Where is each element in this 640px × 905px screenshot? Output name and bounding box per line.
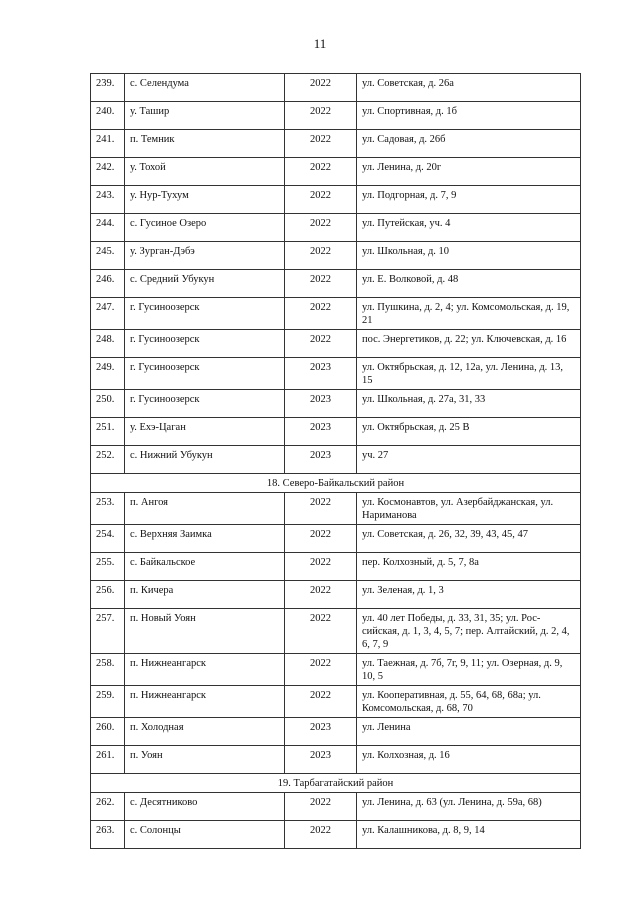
table-row (91, 793, 581, 821)
year-cell: 2022 (285, 102, 357, 130)
row-number-cell: 244. (91, 214, 125, 242)
table-row (91, 74, 581, 102)
table-row (91, 330, 581, 358)
settlement-cell: п. Ангоя (125, 493, 285, 525)
address-cell: ул. Таежная, д. 7б, 7г, 9, 11; ул. Озерная, д. 9, 10, 5 (357, 654, 581, 686)
address-cell: ул. Садовая, д. 26б (357, 130, 581, 158)
table-row (91, 102, 581, 130)
table-row (91, 130, 581, 158)
row-number-cell: 249. (91, 358, 125, 390)
address-cell: ул. Пушкина, д. 2, 4; ул. Комсомольская, д. 19, 21 (357, 298, 581, 330)
table-row (91, 581, 581, 609)
year-cell: 2022 (285, 158, 357, 186)
address-cell: ул. Ленина, д. 63 (ул. Ленина, д. 59а, 68) (357, 793, 581, 821)
region-title: 18. Северо-Байкальский район (91, 474, 581, 493)
table-row (91, 525, 581, 553)
year-cell: 2022 (285, 214, 357, 242)
year-cell: 2023 (285, 358, 357, 390)
year-cell: 2022 (285, 186, 357, 214)
year-cell: 2023 (285, 418, 357, 446)
table-row (91, 186, 581, 214)
table-row (91, 418, 581, 446)
year-cell: 2022 (285, 330, 357, 358)
year-cell: 2022 (285, 130, 357, 158)
address-cell: ул. Октябрьская, д. 25 В (357, 418, 581, 446)
settlement-cell: п. Нижнеангарск (125, 686, 285, 718)
table-row (91, 214, 581, 242)
row-number-cell: 259. (91, 686, 125, 718)
settlement-cell: п. Кичера (125, 581, 285, 609)
address-cell: ул. Космонавтов, ул. Азербайджанская, ул. Нариманова (357, 493, 581, 525)
table-row (91, 654, 581, 686)
year-cell: 2023 (285, 390, 357, 418)
settlement-cell: с. Селендума (125, 74, 285, 102)
address-cell: ул. 40 лет Победы, д. 33, 31, 35; ул. Рос-сийская, д. 1, 3, 4, 5, 7; пер. Алтайский, д. 2, 4, 6, 7, 9 (357, 609, 581, 654)
address-cell: ул. Колхозная, д. 16 (357, 746, 581, 774)
settlement-cell: г. Гусиноозерск (125, 358, 285, 390)
row-number-cell: 245. (91, 242, 125, 270)
table-row (91, 298, 581, 330)
settlement-cell: п. Новый Уоян (125, 609, 285, 654)
settlement-cell: с. Верхняя Заимка (125, 525, 285, 553)
address-cell: ул. Подгорная, д. 7, 9 (357, 186, 581, 214)
region-header-row (91, 474, 581, 493)
address-cell: ул. Советская, д. 26, 32, 39, 43, 45, 47 (357, 525, 581, 553)
year-cell: 2023 (285, 446, 357, 474)
records-table (90, 73, 581, 849)
table-row (91, 270, 581, 298)
address-cell: уч. 27 (357, 446, 581, 474)
table-row (91, 553, 581, 581)
settlement-cell: у. Тохой (125, 158, 285, 186)
row-number-cell: 248. (91, 330, 125, 358)
settlement-cell: с. Средний Убукун (125, 270, 285, 298)
row-number-cell: 256. (91, 581, 125, 609)
settlement-cell: г. Гусиноозерск (125, 330, 285, 358)
table-row (91, 493, 581, 525)
settlement-cell: у. Нур-Тухум (125, 186, 285, 214)
settlement-cell: г. Гусиноозерск (125, 390, 285, 418)
row-number-cell: 255. (91, 553, 125, 581)
address-cell: ул. Ленина, д. 20г (357, 158, 581, 186)
year-cell: 2022 (285, 609, 357, 654)
settlement-cell: с. Байкальское (125, 553, 285, 581)
table-row (91, 609, 581, 654)
settlement-cell: с. Нижний Убукун (125, 446, 285, 474)
settlement-cell: п. Нижнеангарск (125, 654, 285, 686)
address-cell: ул. Зеленая, д. 1, 3 (357, 581, 581, 609)
row-number-cell: 242. (91, 158, 125, 186)
address-cell: ул. Октябрьская, д. 12, 12а, ул. Ленина, д. 13, 15 (357, 358, 581, 390)
address-cell: ул. Калашникова, д. 8, 9, 14 (357, 821, 581, 849)
address-cell: ул. Кооперативная, д. 55, 64, 68, 68а; ул. Комсомольская, д. 68, 70 (357, 686, 581, 718)
address-cell: ул. Советская, д. 26а (357, 74, 581, 102)
row-number-cell: 241. (91, 130, 125, 158)
year-cell: 2022 (285, 493, 357, 525)
settlement-cell: у. Ташир (125, 102, 285, 130)
page-number: 11 (313, 36, 327, 51)
settlement-cell: п. Темник (125, 130, 285, 158)
year-cell: 2022 (285, 654, 357, 686)
row-number-cell: 243. (91, 186, 125, 214)
records-table-body (91, 74, 581, 849)
year-cell: 2022 (285, 242, 357, 270)
table-row (91, 390, 581, 418)
table-row (91, 358, 581, 390)
year-cell: 2022 (285, 525, 357, 553)
year-cell: 2022 (285, 270, 357, 298)
row-number-cell: 246. (91, 270, 125, 298)
address-cell: пос. Энергетиков, д. 22; ул. Ключевская, д. 16 (357, 330, 581, 358)
year-cell: 2022 (285, 581, 357, 609)
row-number-cell: 254. (91, 525, 125, 553)
table-row (91, 158, 581, 186)
row-number-cell: 257. (91, 609, 125, 654)
settlement-cell: п. Холодная (125, 718, 285, 746)
settlement-cell: п. Уоян (125, 746, 285, 774)
table-row (91, 821, 581, 849)
row-number-cell: 250. (91, 390, 125, 418)
row-number-cell: 262. (91, 793, 125, 821)
row-number-cell: 261. (91, 746, 125, 774)
year-cell: 2022 (285, 821, 357, 849)
address-cell: ул. Ленина (357, 718, 581, 746)
address-cell: ул. Путейская, уч. 4 (357, 214, 581, 242)
settlement-cell: г. Гусиноозерск (125, 298, 285, 330)
row-number-cell: 252. (91, 446, 125, 474)
row-number-cell: 247. (91, 298, 125, 330)
region-header-row (91, 774, 581, 793)
settlement-cell: с. Солонцы (125, 821, 285, 849)
year-cell: 2022 (285, 793, 357, 821)
row-number-cell: 240. (91, 102, 125, 130)
year-cell: 2022 (285, 74, 357, 102)
year-cell: 2023 (285, 746, 357, 774)
row-number-cell: 258. (91, 654, 125, 686)
year-cell: 2022 (285, 686, 357, 718)
row-number-cell: 263. (91, 821, 125, 849)
table-row (91, 686, 581, 718)
settlement-cell: с. Гусиное Озеро (125, 214, 285, 242)
address-cell: ул. Школьная, д. 10 (357, 242, 581, 270)
row-number-cell: 253. (91, 493, 125, 525)
row-number-cell: 251. (91, 418, 125, 446)
settlement-cell: у. Зурган-Дэбэ (125, 242, 285, 270)
address-cell: ул. Спортивная, д. 1б (357, 102, 581, 130)
address-cell: ул. Школьная, д. 27а, 31, 33 (357, 390, 581, 418)
address-cell: пер. Колхозный, д. 5, 7, 8а (357, 553, 581, 581)
year-cell: 2022 (285, 553, 357, 581)
region-title: 19. Тарбагатайский район (91, 774, 581, 793)
year-cell: 2022 (285, 298, 357, 330)
table-row (91, 718, 581, 746)
table-row (91, 446, 581, 474)
row-number-cell: 239. (91, 74, 125, 102)
address-cell: ул. Е. Волковой, д. 48 (357, 270, 581, 298)
row-number-cell: 260. (91, 718, 125, 746)
table-row (91, 746, 581, 774)
settlement-cell: у. Ехэ-Цаган (125, 418, 285, 446)
settlement-cell: с. Десятниково (125, 793, 285, 821)
year-cell: 2023 (285, 718, 357, 746)
table-row (91, 242, 581, 270)
